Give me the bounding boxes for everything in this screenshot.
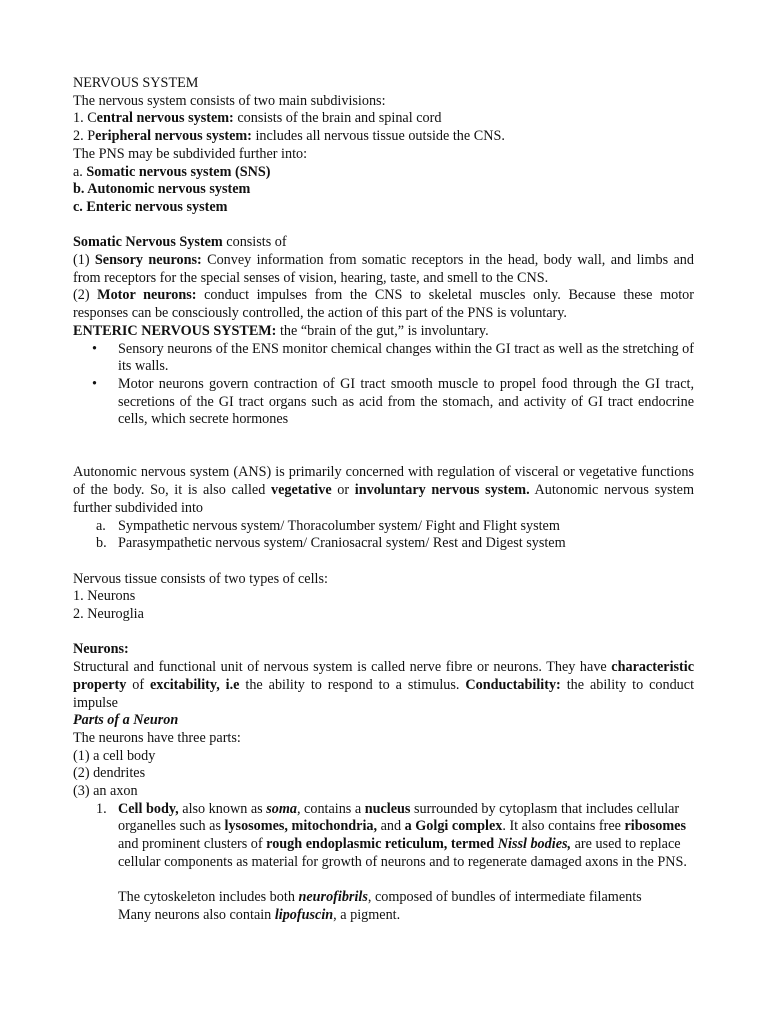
list-item [73,341,694,376]
neurons-text: the ability to conduct impulse [73,676,695,711]
cellbody-term: a Golgi complex [404,818,503,835]
enteric-description: the “brain of the gut,” is involuntary. [276,322,489,339]
ans-term-involuntary: involuntary nervous system. [354,482,530,499]
sensory-description: Convey information from somatic receptors in the head, body wall, and limbs and from receptors for the special senses of vision, hearing, taste, and smell to the CNS. [73,252,694,286]
blank-line [73,624,694,642]
bullet-text: Sensory neurons of the ENS monitor chemical changes within the GI tract as well as the stretching of its walls. [118,340,694,375]
list-item [73,535,694,553]
part-dendrites: (2) dendrites [73,765,146,782]
cytoskeleton-line [118,889,694,907]
list-item-text: Sympathetic nervous system/ Thoracolumber system/ Fight and Flight system [118,517,560,534]
bullet-icon: • [92,375,97,392]
cellbody-text: , contains a [296,800,365,817]
cellbody-term: rough endoplasmic reticulum, termed [266,836,498,853]
sensory-number: (1) [73,252,95,269]
tissue-item-neurons: 1. Neurons [73,588,136,605]
part-cell-body: (1) a cell body [73,747,156,764]
motor-description: conduct impulses from the CNS to skeletal muscles only. Because these motor responses can be consciously controlled, the action of this part of the PNS is voluntary. [73,287,694,322]
cytoskeleton-text: Many neurons also contain [118,906,275,923]
parts-heading: Parts of a Neuron [73,712,179,729]
cytoskeleton-text: The cytoskeleton includes both [118,889,299,906]
motor-number: (2) [73,287,98,304]
neurons-text: the ability to respond to a stimulus. [239,676,466,693]
enteric-term: ENTERIC NERVOUS SYSTEM: [73,322,277,339]
ans-text: Autonomic nervous system (ANS) is primarily concerned with regulation of visceral or vegetative functions of the body. So, it is also called [73,464,694,499]
ans-subdivision-list [73,518,694,553]
sensory-term: Sensory neurons: [94,252,202,269]
subdivision-a [73,164,694,182]
subdivision-c: c. Enteric nervous system [73,198,228,215]
motor-term: Motor neurons: [97,287,197,304]
neurons-text: Structural and functional unit of nervous system is called nerve fibre or neurons. They have [73,659,612,676]
somatic-heading [73,234,694,252]
cns-item [73,110,694,128]
blank-line [73,872,694,890]
cytoskeleton-text: , composed of bundles of intermediate filaments [367,889,642,906]
list-marker: b. [96,535,107,552]
list-marker: 1. [96,800,107,817]
neurons-term: characteristic property [73,659,694,693]
subdivision-a-letter: a. [73,163,87,180]
neurons-term: Conductability: [465,676,561,693]
enteric-heading [73,323,694,341]
cns-description: consists of the brain and spinal cord [233,110,442,127]
lipofuscin-line [118,907,694,925]
subdivision-a-term: Somatic nervous system (SNS) [86,163,271,180]
neurons-paragraph [73,659,694,712]
cellbody-text: and [377,818,405,835]
neurons-heading: Neurons: [73,641,129,658]
cytoskeleton-text: , a pigment. [333,906,401,923]
cellbody-term-nissl: Nissl bodies, [497,836,572,853]
cns-term: entral nervous system: [96,110,234,127]
ans-paragraph [73,464,694,517]
cytoskeleton-term: neurofibrils [298,889,368,906]
somatic-heading-rest: consists of [222,234,287,251]
list-item [73,376,694,429]
bullet-icon: • [92,340,97,357]
cellbody-term: nucleus [364,800,411,817]
cellbody-text: . It also contains free [502,818,625,835]
tissue-item-neuroglia: 2. Neuroglia [73,606,144,623]
pns-subdivision-intro: The PNS may be subdivided further into: [73,145,308,162]
somatic-heading-term: Somatic Nervous System [73,234,223,251]
lipofuscin-term: lipofuscin [274,906,334,923]
sensory-neurons-paragraph [73,252,694,287]
subdivision-b: b. Autonomic nervous system [73,181,251,198]
cellbody-text: also known as [178,800,267,817]
list-item [73,518,694,536]
cell-body-item [73,801,694,872]
cellbody-term-soma: soma [266,800,297,817]
part-axon: (3) an axon [73,783,138,800]
list-item-text: Parasympathetic nervous system/ Craniosacral system/ Rest and Digest system [118,535,566,552]
pns-description: includes all nervous tissue outside the CNS. [251,128,505,145]
cellbody-text: are used to replace cellular components as material for growth of neurons and to regenerate damaged axons in the PNS. [118,836,687,870]
list-marker: a. [96,517,106,534]
ans-text: or [331,482,355,499]
cellbody-term: Cell body, [118,800,179,817]
ans-text: Autonomic nervous system further subdivided into [73,482,694,516]
motor-neurons-paragraph [73,287,694,322]
blank-line [73,553,694,571]
cellbody-term: lysosomes, mitochondria, [224,818,378,835]
pns-term: eripheral nervous system: [95,128,252,145]
document-title: NERVOUS SYSTEM [73,75,199,91]
cellbody-text: and prominent clusters of [118,836,267,853]
cytoskeleton-paragraph [73,889,694,924]
tissue-intro: Nervous tissue consists of two types of cells: [73,570,328,587]
pns-number: 2. P [73,128,96,145]
document-body [73,75,694,925]
cellbody-term: ribosomes [624,818,686,835]
cns-number: 1. C [73,110,97,127]
cellbody-text: surrounded by cytoplasm that includes cellular organelles such as [118,800,680,835]
parts-intro: The neurons have three parts: [73,729,241,746]
bullet-text: Motor neurons govern contraction of GI tract smooth muscle to propel food through the GI tract, secretions of the GI tract organs such as acid from the stomach, and activity of GI tract endocrine cells, which secrete hormones [118,375,694,428]
blank-line [73,429,694,464]
intro-line: The nervous system consists of two main subdivisions: [73,92,386,109]
enteric-bullet-list [73,341,694,430]
ans-term-vegetative: vegetative [270,482,332,499]
pns-item [73,128,694,146]
blank-line [73,217,694,235]
neurons-term: excitability, i.e [150,676,240,693]
neurons-text: of [126,676,150,693]
